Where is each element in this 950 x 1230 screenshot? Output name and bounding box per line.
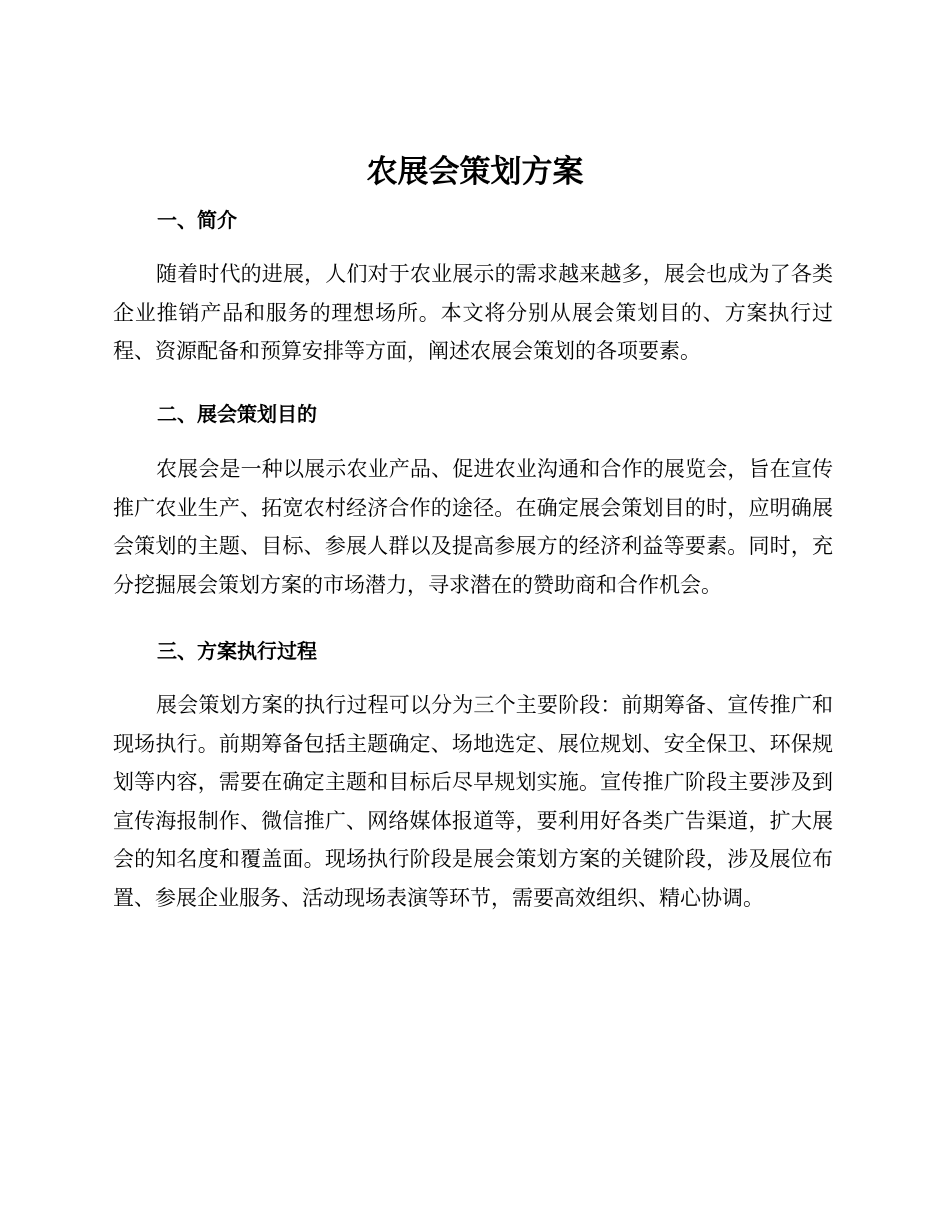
section-body-intro: 随着时代的进展，人们对于农业展示的需求越来越多，展会也成为了各类企业推销产品和服务的理想场所。本文将分别从展会策划目的、方案执行过程、资源配备和预算安排等方面，阐述农展会策划的各项要素。 — [113, 262, 833, 364]
section-body-purpose: 农展会是一种以展示农业产品、促进农业沟通和合作的展览会，旨在宣传推广农业生产、拓宽农村经济合作的途径。在确定展会策划目的时，应明确展会策划的主题、目标、参展人群以及提高参展方的经济利益等要素。同时，充分挖掘展会策划方案的市场潜力，寻求潜在的赞助商和合作机会。 — [113, 457, 833, 597]
section-heading-execution: 三、方案执行过程 — [157, 639, 317, 663]
document-title: 农展会策划方案 — [366, 154, 584, 190]
section-heading-purpose: 二、展会策划目的 — [157, 402, 317, 426]
section-heading-intro: 一、简介 — [157, 208, 237, 232]
section-body-execution: 展会策划方案的执行过程可以分为三个主要阶段：前期筹备、宣传推广和现场执行。前期筹备包括主题确定、场地选定、展位规划、安全保卫、环保规划等内容，需要在确定主题和目标后尽早规划实施。宣传推广阶段主要涉及到宣传海报制作、微信推广、网络媒体报道等，要利用好各类广告渠道，扩大展会的知名度和覆盖面。现场执行阶段是展会策划方案的关键阶段，涉及展位布置、参展企业服务、活动现场表演等环节，需要高效组织、精心协调。 — [113, 693, 833, 910]
